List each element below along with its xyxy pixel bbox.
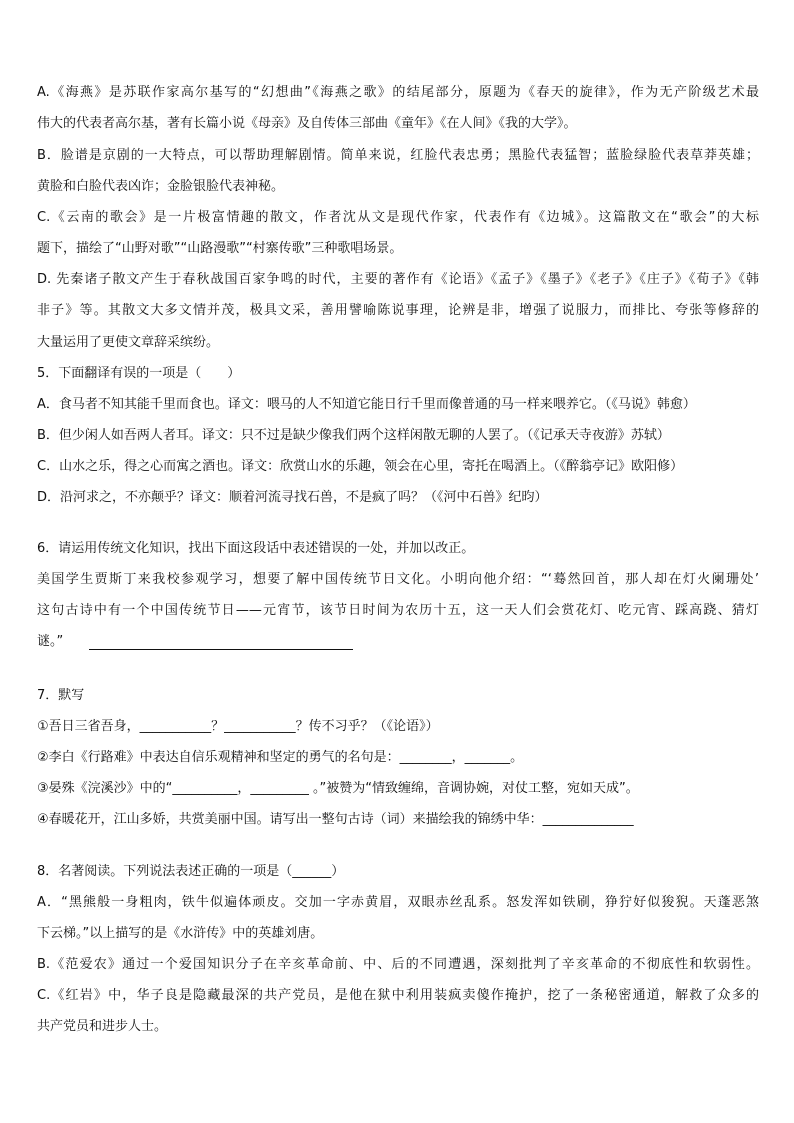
question-7-item-4: ④春暖花开，江山多娇，共赏美丽中国。请写出一整句古诗（词）来描绘我的锦绣中华：______________ bbox=[37, 812, 634, 827]
option-5c: C．山水之乐，得之心而寓之酒也。译文：欣赏山水的乐趣，领会在心里，寄托在喝酒上。（《醉翁亭记》欧阳修） bbox=[37, 459, 684, 474]
question-7-item-3: ③晏殊《浣溪沙》中的“__________，_________ 。”被赞为“情致缠绵，音调协婉，对仗工整，宛如天成”。 bbox=[37, 781, 639, 796]
option-5a: A．食马者不知其能千里而食也。译文：喂马的人不知道它能日行千里而像普通的马一样来喂养它。（《马说》韩愈） bbox=[37, 397, 696, 412]
option-4d-line-2: 非子》等。其散文大多文情并茂，极具文采，善用譬喻陈说事理，论辨是非，增强了说服力，而排比、夸张等修辞的 bbox=[37, 303, 759, 318]
question-5-title: 5．下面翻译有误的一项是（ ） bbox=[37, 366, 241, 381]
answer-blank-line bbox=[89, 649, 353, 650]
option-4a-line-2: 伟大的代表者高尔基，著有长篇小说《母亲》及自传体三部曲《童年》《在人间》《我的大学》。 bbox=[37, 116, 577, 131]
question-6-text-line-1: 美国学生贾斯丁来我校参观学习，想要了解中国传统节日文化。小明向他介绍：“‘蓦然回首，那人却在灯火阑珊处’ bbox=[37, 572, 759, 587]
option-4c-line-1: C.《云南的歌会》是一片极富情趣的散文，作者沈从文是现代作家，代表作有《边城》。这篇散文在“歌会”的大标 bbox=[37, 210, 759, 225]
option-8a-line-1: A．“黑熊般一身粗肉，铁牛似遍体顽皮。交加一字赤黄眉，双眼赤丝乱系。怒发浑如铁刷，狰狞好似狻猊。天蓬恶煞 bbox=[37, 895, 759, 910]
option-5d: D．沿河求之，不亦颠乎？译文：顺着河流寻找石兽，不是疯了吗？（《河中石兽》纪昀） bbox=[37, 490, 548, 505]
question-7-item-1: ①吾日三省吾身，___________？___________？传不习乎？（《论语》） bbox=[37, 719, 439, 734]
question-6-title: 6．请运用传统文化知识，找出下面这段话中表述错误的一处，并加以改正。 bbox=[37, 541, 475, 556]
option-5b: B．但少闲人如吾两人者耳。译文：只不过是缺少像我们两个这样闲散无聊的人罢了。（《记承天寺夜游》苏轼） bbox=[37, 428, 670, 443]
option-4d-line-3: 大量运用了更使文章辞采缤纷。 bbox=[37, 335, 220, 350]
option-4c-line-2: 题下，描绘了“山野对歌”“山路漫歌”“村寨传歌”三种歌唱场景。 bbox=[37, 241, 403, 256]
question-7-title: 7．默写 bbox=[37, 688, 85, 703]
option-8c-line-1: C.《红岩》中，华子良是隐藏最深的共产党员，是他在狱中利用装疯卖傻作掩护，挖了一条秘密通道，解救了众多的 bbox=[37, 988, 759, 1003]
question-8-title: 8．名著阅读。下列说法表述正确的一项是（______） bbox=[37, 864, 345, 879]
option-4d-line-1: D. 先秦诸子散文产生于春秋战国百家争鸣的时代，主要的著作有《论语》《孟子》《墨子》《老子》《庄子》《荀子》《韩 bbox=[37, 272, 759, 287]
option-4b-line-2: 黄脸和白脸代表凶诈；金脸银脸代表神秘。 bbox=[37, 179, 285, 194]
question-7-item-2: ②李白《行路难》中表达自信乐观精神和坚定的勇气的名句是：________，_______。 bbox=[37, 750, 524, 765]
option-8a-line-2: 下云梯。”以上描写的是《水浒传》中的英雄刘唐。 bbox=[37, 926, 324, 941]
question-6-text-line-2: 这句古诗中有一个中国传统节日——元宵节，该节日时间为农历十五，这一天人们会赏花灯、吃元宵、踩高跷、猜灯 bbox=[37, 603, 759, 618]
option-8c-line-2: 共产党员和进步人士。 bbox=[37, 1019, 168, 1034]
option-4b-line-1: B．脸谱是京剧的一大特点，可以帮助理解剧情。简单来说，红脸代表忠勇；黑脸代表猛智；蓝脸绿脸代表草莽英雄； bbox=[37, 148, 759, 163]
option-8b: B.《范爱农》通过一个爱国知识分子在辛亥革命前、中、后的不同遭遇，深刻批判了辛亥革命的不彻底性和软弱性。 bbox=[37, 957, 759, 972]
question-6-text-line-3: 谜。” bbox=[37, 634, 64, 649]
option-4a-line-1: A.《海燕》是苏联作家高尔基写的“幻想曲”《海燕之歌》的结尾部分，原题为《春天的旋律》，作为无产阶级艺术最 bbox=[37, 85, 759, 100]
